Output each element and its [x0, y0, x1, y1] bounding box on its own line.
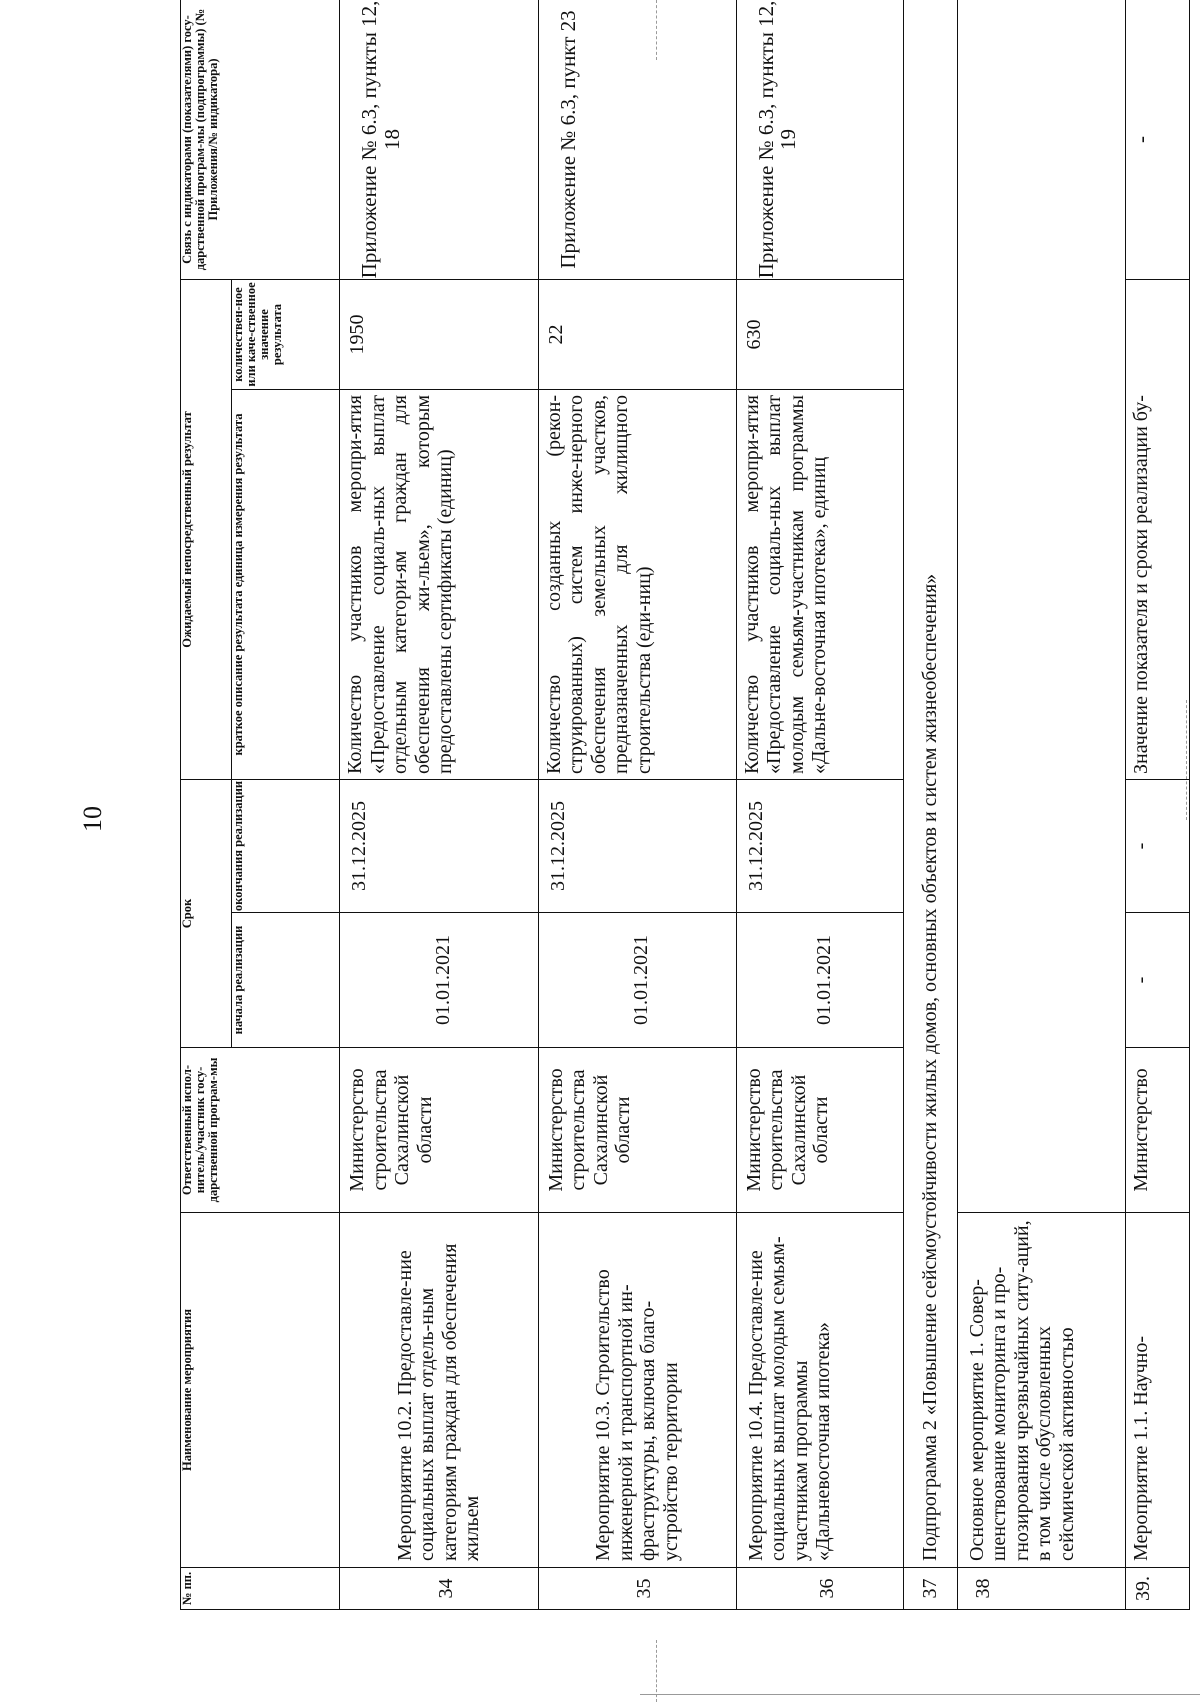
- row-num: 35: [538, 1568, 736, 1610]
- header-responsible: Ответственный испол-нитель/участник госу-дарственной програм-мы: [181, 1048, 340, 1213]
- row-num: 34: [340, 1568, 538, 1610]
- row-responsible: Министерство строительства Сахалинской области: [736, 1048, 903, 1213]
- row-link: Приложение № 6.3, пункт 23: [538, 0, 736, 280]
- row-start: 01.01.2021: [340, 913, 538, 1048]
- header-result-value: количествен-ное или каче-ственное значение результата: [232, 280, 340, 390]
- header-term-start: начала реализации: [232, 913, 340, 1048]
- header-link: Связь с индикаторами (показателями) госу-дарственной програм-мы (подпрограммы) (№ Приложения/№ индикатора): [181, 0, 340, 280]
- rotated-table-wrapper: [180, 0, 1190, 1610]
- table-row: [538, 0, 736, 1610]
- row-end: 31.12.2025: [538, 780, 736, 913]
- table-row: [736, 0, 903, 1610]
- row-num: 39.: [1126, 1568, 1190, 1610]
- row-result-value: 1950: [340, 280, 538, 390]
- scan-edge-line: [640, 1694, 1200, 1695]
- subprogram-row: [904, 0, 958, 1610]
- row-result-value: 630: [736, 280, 903, 390]
- row-result-desc: Количество участников меропри-ятия «Предоставление социаль-ных выплат молодым семьям-участникам программы «Дальне-восточная ипотека», единиц: [736, 390, 903, 780]
- subprogram-title: Подпрограмма 2 «Повышение сейсмоустойчивости жилых домов, основных объектов и систем жизнеобеспечения»: [904, 0, 958, 1568]
- table-row: [340, 0, 538, 1610]
- header-row-1: [181, 0, 232, 1610]
- scan-mark: [656, 1640, 657, 1702]
- row-result-desc: Значение показателя и сроки реализации бу-: [1126, 280, 1190, 780]
- program-table: [180, 0, 1190, 1610]
- header-term: Срок: [181, 780, 232, 1048]
- table-row: [1126, 0, 1190, 1610]
- header-result: Ожидаемый непосредственный результат: [181, 280, 232, 780]
- header-result-desc: краткое описание результата единица измерения результата: [232, 390, 340, 780]
- header-name: Наименование мероприятия: [181, 1213, 340, 1568]
- row-responsible: Министерство: [1126, 1048, 1190, 1213]
- row-responsible: Министерство строительства Сахалинской области: [340, 1048, 538, 1213]
- row-num: 37: [904, 1568, 958, 1610]
- row-num: 36: [736, 1568, 903, 1610]
- row-responsible: Министерство строительства Сахалинской области: [538, 1048, 736, 1213]
- row-link: Приложение № 6.3, пункты 12, 18: [340, 0, 538, 280]
- row-name: Мероприятие 10.2. Предоставле-ние социальных выплат отдель-ным категориям граждан для обеспечения жильем: [340, 1213, 538, 1568]
- row-result-desc: Количество созданных (рекон-струированных) систем инже-нерного обеспечения земельных участков, предназначенных для жилищного строительства (еди-ниц): [538, 390, 736, 780]
- row-start: -: [1126, 913, 1190, 1048]
- row-link: -: [1126, 0, 1190, 280]
- row-end: 31.12.2025: [736, 780, 903, 913]
- row-link: Приложение № 6.3, пункты 12, 19: [736, 0, 903, 280]
- page-number: 10: [78, 806, 107, 832]
- header-term-end: окончания реализации: [232, 780, 340, 913]
- row-end: -: [1126, 780, 1190, 913]
- table-row: [957, 0, 1126, 1610]
- row-name: Мероприятие 10.3. Строительство инженерной и транспортной ин-фраструктуры, включая благо-устройство территории: [538, 1213, 736, 1568]
- row-name: Мероприятие 1.1. Научно-: [1126, 1213, 1190, 1568]
- row-start: 01.01.2021: [538, 913, 736, 1048]
- row-name: Мероприятие 10.4. Предоставле-ние социальных выплат молодым семьям-участникам программы «Дальневосточная ипотека»: [736, 1213, 903, 1568]
- row-empty-cells: [957, 0, 1126, 1213]
- row-result-value: 22: [538, 280, 736, 390]
- row-result-desc: Количество участников меропри-ятия «Предоставление социаль-ных выплат отдельным категори-ям граждан для обеспечения жи-льем», которым предоставлены сертификаты (единиц): [340, 390, 538, 780]
- row-end: 31.12.2025: [340, 780, 538, 913]
- row-name: Основное мероприятие 1. Совер-шенствование мониторинга и про-гнозирования чрезвычайных ситу-аций, в том числе обусловленных сейсмической активностью: [957, 1213, 1126, 1568]
- row-start: 01.01.2021: [736, 913, 903, 1048]
- header-num: № пп.: [181, 1568, 340, 1610]
- row-num: 38: [957, 1568, 1126, 1610]
